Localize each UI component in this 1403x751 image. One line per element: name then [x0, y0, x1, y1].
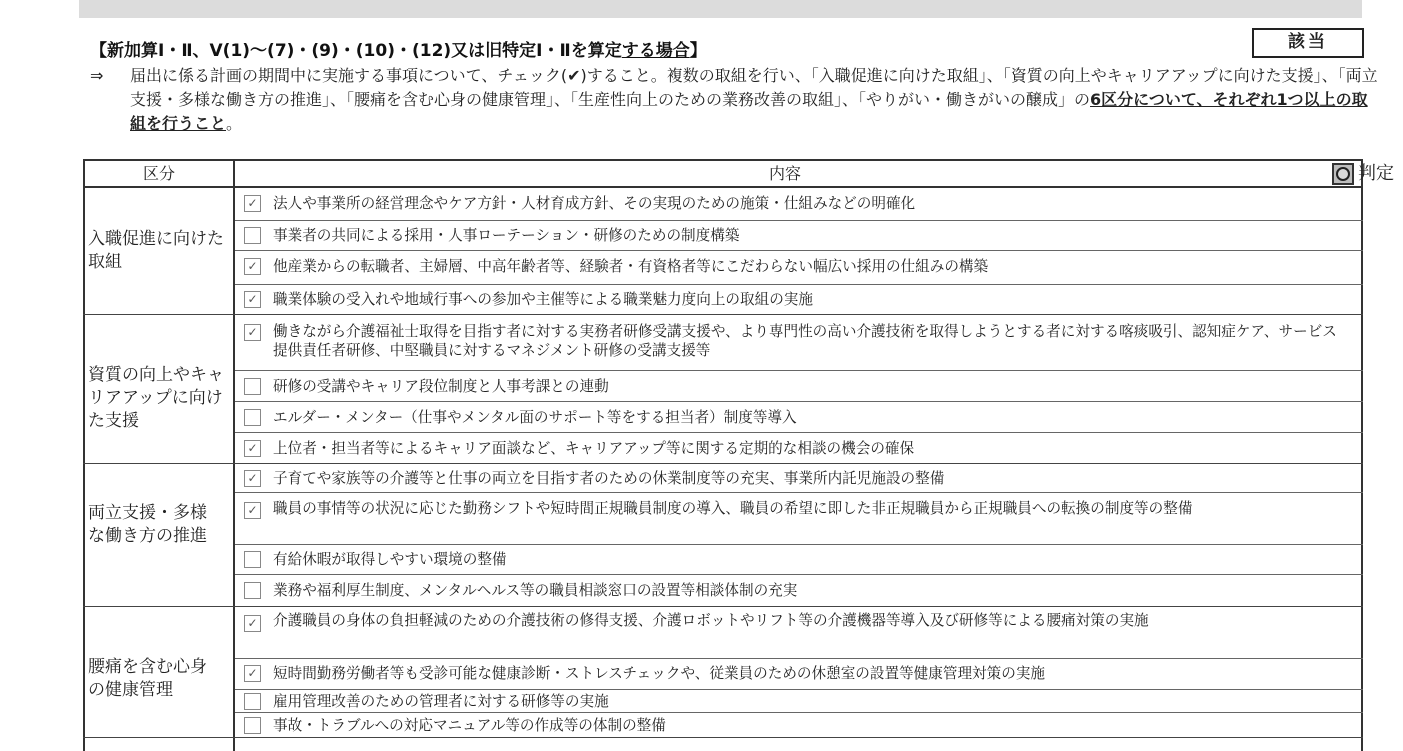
- item-text: 他産業からの転職者、主婦層、中高年齢者等、経験者・有資格者等にこだわらない幅広い採用の仕組みの構築: [273, 258, 989, 275]
- row-divider: [235, 284, 1363, 285]
- checkbox[interactable]: [244, 409, 261, 426]
- checkbox[interactable]: ✓: [244, 291, 261, 308]
- checkbox[interactable]: ✓: [244, 324, 261, 341]
- item-text: 子育てや家族等の介護等と仕事の両立を目指す者のための休業制度等の充実、事業所内託児施設の整備: [273, 470, 945, 487]
- checkbox[interactable]: [244, 378, 261, 395]
- judge-circle-icon: [1332, 163, 1354, 185]
- checkbox[interactable]: [244, 227, 261, 244]
- category-worklife: 両立支援・多様な働き方の推進: [88, 503, 207, 546]
- row-divider: [235, 250, 1363, 251]
- item-text: 働きながら介護福祉士取得を目指す者に対する実務者研修受講支援や、より専門性の高い介護技術を取得しようとする者に対する喀痰吸引、認知症ケア、サービス提供責任者研修、中堅職員に対するマネジメント研修の受講支援等: [273, 323, 1337, 359]
- top-gray-band: [79, 0, 1362, 18]
- item-text: 法人や事業所の経営理念やケア方針・人材育成方針、その実現のための施策・仕組みなどの明確化: [273, 195, 916, 212]
- item-text: エルダー・メンター（仕事やメンタル面のサポート等をする担当者）制度等導入: [273, 409, 797, 426]
- checkbox[interactable]: [244, 693, 261, 710]
- applicable-badge: 該当: [1252, 28, 1364, 58]
- checkbox[interactable]: ✓: [244, 502, 261, 519]
- item-text: 業務や福利厚生制度、メンタルヘルス等の職員相談窓口の設置等相談体制の充実: [273, 582, 798, 599]
- arrow-icon: ⇒: [90, 66, 104, 85]
- item-text: 有給休暇が取得しやすい環境の整備: [273, 551, 507, 568]
- row-divider: [235, 658, 1363, 659]
- row-divider: [235, 401, 1363, 402]
- row-divider: [235, 492, 1363, 493]
- item-text: 上位者・担当者等によるキャリア面談など、キャリアアップ等に関する定期的な相談の機会の確保: [273, 440, 915, 457]
- row-divider: [235, 689, 1363, 690]
- item-text: 介護職員の身体の負担軽減のための介護技術の修得支援、介護ロボットやリフト等の介護機器等導入及び研修等による腰痛対策の実施: [273, 612, 1149, 629]
- item-text: 雇用管理改善のための管理者に対する研修等の実施: [273, 693, 609, 710]
- item-text: 職業体験の受入れや地域行事への参加や主催等による職業魅力度向上の取組の実施: [273, 291, 813, 308]
- category-recruitment: 入職促進に向けた取組: [88, 229, 224, 272]
- category-career: 資質の向上やキャリアアップに向けた支援: [88, 365, 224, 431]
- header-category: 区分: [142, 164, 175, 183]
- checkbox[interactable]: ✓: [244, 470, 261, 487]
- row-divider: [235, 574, 1363, 575]
- header-content: 内容: [768, 164, 801, 183]
- checkbox[interactable]: ✓: [244, 195, 261, 212]
- row-divider: [235, 220, 1363, 221]
- note-emphasis: 6区分について、それぞれ1つ以上の取組を行うこと: [130, 90, 1368, 133]
- item-text: 事故・トラブルへの対応マニュアル等の作成等の体制の整備: [273, 717, 666, 734]
- checkbox[interactable]: ✓: [244, 665, 261, 682]
- checkbox[interactable]: ✓: [244, 258, 261, 275]
- category-divider: [83, 463, 1363, 464]
- note-text: 届出に係る計画の期間中に実施する事項について、チェック(✔)すること。複数の取組を行い、「入職促進に向けた取組」、「資質の向上やキャリアアップに向けた支援」、「両立支援・多様な働き方の推進」、「腰痛を含む心身の健康管理」、「生産性向上のための業務改善の取組」、「やりがい・働きがいの醸成」の: [130, 66, 1378, 109]
- row-divider: [235, 712, 1363, 713]
- item-text: 事業者の共同による採用・人事ローテーション・研修のための制度構築: [273, 227, 740, 244]
- item-text: 研修の受講やキャリア段位制度と人事考課との連動: [273, 378, 609, 395]
- checkbox[interactable]: [244, 582, 261, 599]
- note-end: 。: [226, 114, 243, 133]
- heading-text: 【新加算Ⅰ・Ⅱ、Ⅴ(1)～(7)・(9)・(10)・(12)又は旧特定Ⅰ・Ⅱを算定: [90, 41, 622, 61]
- category-health: 腰痛を含む心身の健康管理: [88, 657, 207, 700]
- row-divider: [235, 370, 1363, 371]
- checkbox[interactable]: [244, 717, 261, 734]
- header-bottom-line: [83, 186, 1363, 188]
- category-divider: [83, 314, 1363, 315]
- heading-bracket: 】: [689, 41, 707, 61]
- judge-label: 判定: [1358, 163, 1394, 184]
- category-divider: [83, 737, 1363, 738]
- checkbox[interactable]: [244, 551, 261, 568]
- checkbox[interactable]: ✓: [244, 440, 261, 457]
- row-divider: [235, 432, 1363, 433]
- instruction-note: [90, 64, 1380, 136]
- checkbox[interactable]: ✓: [244, 615, 261, 632]
- section-heading: [90, 36, 707, 61]
- category-divider: [83, 606, 1363, 607]
- row-divider: [235, 544, 1363, 545]
- item-text: 短時間勤務労働者等も受診可能な健康診断・ストレスチェックや、従業員のための休憩室の設置等健康管理対策の実施: [273, 665, 1046, 682]
- column-divider: [233, 159, 235, 751]
- item-text: 職員の事情等の状況に応じた勤務シフトや短時間正規職員制度の導入、職員の希望に即した非正規職員から正規職員への転換の制度等の整備: [273, 500, 1193, 517]
- heading-underlined-text: する場合: [621, 41, 690, 61]
